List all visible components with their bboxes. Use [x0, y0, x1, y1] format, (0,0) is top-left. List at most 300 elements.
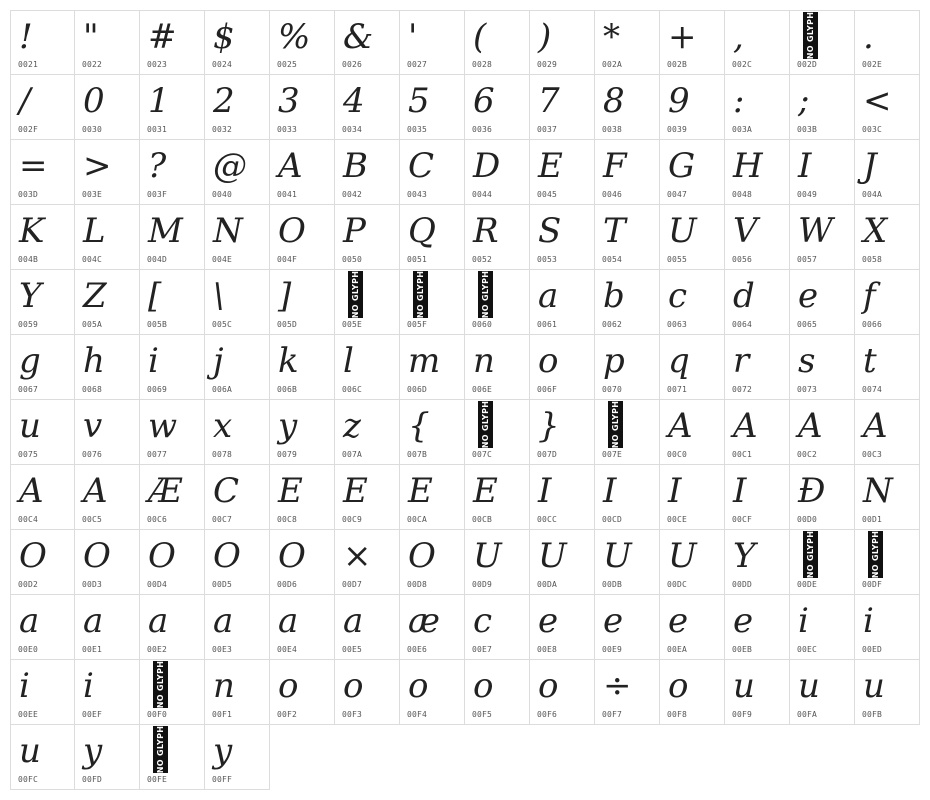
glyph-codepoint: 00D3: [82, 580, 103, 589]
glyph-codepoint: 005C: [212, 320, 233, 329]
glyph-cell: [465, 530, 530, 595]
glyph-sample: F: [603, 146, 627, 186]
glyph-cell: [335, 270, 400, 335]
glyph-codepoint: 0027: [407, 60, 428, 69]
glyph-sample: j: [213, 341, 224, 381]
glyph-sample: Q: [408, 211, 436, 251]
glyph-sample: L: [83, 211, 106, 251]
glyph-codepoint: 00D8: [407, 580, 428, 589]
glyph-sample: ": [83, 17, 99, 57]
glyph-cell: [140, 595, 205, 660]
glyph-codepoint: 0078: [212, 450, 233, 459]
glyph-sample: W: [798, 211, 833, 251]
glyph-cell: [140, 335, 205, 400]
glyph-codepoint: 0037: [537, 125, 558, 134]
glyph-cell: [335, 10, 400, 75]
glyph-cell: [660, 660, 725, 725]
glyph-cell: [140, 205, 205, 270]
glyph-codepoint: 004B: [18, 255, 39, 264]
glyph-codepoint: 004F: [277, 255, 298, 264]
no-glyph-label: NO GLYPH: [481, 401, 491, 448]
glyph-sample: I: [798, 146, 812, 186]
glyph-sample: 3: [278, 81, 300, 121]
glyph-cell: [75, 75, 140, 140]
glyph-cell: [660, 140, 725, 205]
glyph-sample: q: [668, 341, 690, 381]
glyph-cell: [400, 140, 465, 205]
glyph-cell: [335, 465, 400, 530]
glyph-cell: [10, 725, 75, 790]
glyph-sample: N: [213, 211, 243, 251]
glyph-cell: [10, 465, 75, 530]
glyph-sample: O: [83, 536, 111, 576]
glyph-cell: [595, 595, 660, 660]
no-glyph-label: NO GLYPH: [351, 271, 361, 318]
glyph-cell: [335, 400, 400, 465]
glyph-cell: [400, 530, 465, 595]
glyph-sample: ]: [278, 276, 292, 316]
glyph-cell: [465, 335, 530, 400]
glyph-codepoint: 005E: [342, 320, 363, 329]
glyph-cell: [855, 400, 920, 465]
glyph-codepoint: 0042: [342, 190, 363, 199]
glyph-codepoint: 0045: [537, 190, 558, 199]
glyph-sample: e: [798, 276, 819, 316]
glyph-sample: i: [798, 601, 809, 641]
glyph-codepoint: 0035: [407, 125, 428, 134]
glyph-sample: ;: [798, 81, 810, 121]
glyph-cell: [335, 140, 400, 205]
glyph-codepoint: 0034: [342, 125, 363, 134]
glyph-sample: t: [863, 341, 877, 381]
glyph-cell: [660, 205, 725, 270]
glyph-cell: [205, 140, 270, 205]
glyph-codepoint: 0028: [472, 60, 493, 69]
glyph-sample: o: [538, 341, 559, 381]
glyph-sample: A: [733, 406, 758, 446]
glyph-codepoint: 0052: [472, 255, 493, 264]
glyph-codepoint: 004E: [212, 255, 233, 264]
glyph-cell: [855, 335, 920, 400]
glyph-sample: o: [538, 666, 559, 706]
glyph-cell: [595, 530, 660, 595]
glyph-codepoint: 0071: [667, 385, 688, 394]
glyph-codepoint: 00F9: [732, 710, 753, 719]
glyph-cell: [465, 465, 530, 530]
glyph-sample: o: [343, 666, 364, 706]
glyph-cell: [530, 205, 595, 270]
glyph-cell: [270, 660, 335, 725]
glyph-sample: v: [83, 406, 103, 446]
glyph-cell: [10, 400, 75, 465]
glyph-sample: x: [213, 406, 233, 446]
glyph-cell: [75, 530, 140, 595]
glyph-cell: [140, 530, 205, 595]
glyph-codepoint: 00F3: [342, 710, 363, 719]
glyph-sample: a: [83, 601, 104, 641]
glyph-sample: U: [473, 536, 502, 576]
glyph-sample: K: [19, 211, 45, 251]
glyph-codepoint: 006E: [472, 385, 493, 394]
glyph-codepoint: 00D7: [342, 580, 363, 589]
glyph-cell: [855, 205, 920, 270]
glyph-cell: [595, 335, 660, 400]
glyph-cell: [530, 595, 595, 660]
glyph-codepoint: 003A: [732, 125, 753, 134]
no-glyph-badge: [803, 12, 818, 59]
no-glyph-label: NO GLYPH: [611, 401, 621, 448]
no-glyph-badge: [478, 401, 493, 448]
glyph-codepoint: 0043: [407, 190, 428, 199]
glyph-cell: [270, 530, 335, 595]
glyph-sample: c: [473, 601, 493, 641]
glyph-sample: U: [603, 536, 632, 576]
glyph-sample: r: [733, 341, 750, 381]
glyph-codepoint: 00EB: [732, 645, 753, 654]
glyph-cell: [790, 660, 855, 725]
glyph-sample: e: [668, 601, 689, 641]
glyph-cell: [790, 140, 855, 205]
no-glyph-badge: [348, 271, 363, 318]
glyph-cell: [205, 335, 270, 400]
no-glyph-label: NO GLYPH: [156, 661, 166, 708]
glyph-sample: O: [408, 536, 436, 576]
glyph-cell: [790, 10, 855, 75]
glyph-sample: P: [343, 211, 366, 251]
glyph-codepoint: 00EE: [18, 710, 39, 719]
glyph-sample: a: [538, 276, 559, 316]
glyph-cell: [400, 660, 465, 725]
glyph-sample: U: [668, 211, 697, 251]
glyph-sample: S: [538, 211, 562, 251]
glyph-codepoint: 00CE: [667, 515, 688, 524]
glyph-codepoint: 00F6: [537, 710, 558, 719]
glyph-sample: o: [278, 666, 299, 706]
glyph-cell: [335, 335, 400, 400]
glyph-cell: [725, 75, 790, 140]
glyph-cell: [725, 10, 790, 75]
glyph-codepoint: 00DD: [732, 580, 753, 589]
glyph-cell: [790, 465, 855, 530]
glyph-codepoint: 00D9: [472, 580, 493, 589]
glyph-sample: i: [863, 601, 874, 641]
glyph-codepoint: 0063: [667, 320, 688, 329]
glyph-sample: I: [733, 471, 747, 511]
glyph-sample: }: [538, 406, 560, 446]
glyph-sample: A: [19, 471, 44, 511]
glyph-sample: U: [668, 536, 697, 576]
glyph-cell: [790, 205, 855, 270]
glyph-codepoint: 0076: [82, 450, 103, 459]
glyph-codepoint: 003E: [82, 190, 103, 199]
glyph-codepoint: 00E1: [82, 645, 103, 654]
glyph-codepoint: 0079: [277, 450, 298, 459]
glyph-sample: @: [213, 146, 247, 186]
glyph-codepoint: 003F: [147, 190, 168, 199]
glyph-sample: E: [538, 146, 563, 186]
glyph-cell: [335, 75, 400, 140]
glyph-codepoint: 00CC: [537, 515, 558, 524]
glyph-cell: [530, 140, 595, 205]
glyph-sample: i: [148, 341, 159, 381]
glyph-codepoint: 00EF: [82, 710, 103, 719]
glyph-sample: O: [278, 211, 306, 251]
glyph-sample: 6: [473, 81, 495, 121]
no-glyph-label: NO GLYPH: [806, 531, 816, 578]
glyph-codepoint: 00E2: [147, 645, 168, 654]
no-glyph-badge: [868, 531, 883, 578]
glyph-sample: w: [148, 406, 178, 446]
glyph-codepoint: 00FF: [212, 775, 233, 784]
glyph-sample: u: [19, 406, 41, 446]
glyph-sample: e: [603, 601, 624, 641]
glyph-codepoint: 003C: [862, 125, 883, 134]
glyph-codepoint: 0074: [862, 385, 883, 394]
glyph-cell: [75, 725, 140, 790]
glyph-sample: z: [343, 406, 361, 446]
glyph-cell: [660, 400, 725, 465]
glyph-codepoint: 00C1: [732, 450, 753, 459]
glyph-codepoint: 004C: [82, 255, 103, 264]
no-glyph-badge: [153, 661, 168, 708]
glyph-codepoint: 003D: [18, 190, 39, 199]
glyph-codepoint: 00CD: [602, 515, 623, 524]
glyph-sample: m: [408, 341, 441, 381]
glyph-cell: [140, 660, 205, 725]
glyph-codepoint: 00FE: [147, 775, 168, 784]
glyph-sample: a: [343, 601, 364, 641]
glyph-codepoint: 00F4: [407, 710, 428, 719]
glyph-cell: [400, 75, 465, 140]
glyph-sample: [: [148, 276, 162, 316]
glyph-sample: A: [798, 406, 823, 446]
glyph-sample: 5: [408, 81, 430, 121]
glyph-sample: o: [668, 666, 689, 706]
glyph-cell: [660, 75, 725, 140]
glyph-codepoint: 0048: [732, 190, 753, 199]
glyph-sample: u: [733, 666, 755, 706]
glyph-cell: [725, 270, 790, 335]
glyph-cell: [790, 75, 855, 140]
glyph-cell: [855, 75, 920, 140]
glyph-sample: ?: [148, 146, 167, 186]
glyph-cell: [270, 595, 335, 660]
glyph-cell: [335, 205, 400, 270]
glyph-sample: V: [733, 211, 758, 251]
glyph-codepoint: 004A: [862, 190, 883, 199]
glyph-cell: [660, 10, 725, 75]
glyph-codepoint: 0029: [537, 60, 558, 69]
glyph-sample: Y: [733, 536, 756, 576]
glyph-codepoint: 0064: [732, 320, 753, 329]
glyph-codepoint: 00F5: [472, 710, 493, 719]
glyph-cell: [270, 465, 335, 530]
glyph-cell: [660, 530, 725, 595]
no-glyph-badge: [153, 726, 168, 773]
glyph-cell: [400, 595, 465, 660]
glyph-cell: [790, 530, 855, 595]
glyph-codepoint: 0073: [797, 385, 818, 394]
no-glyph-label: NO GLYPH: [806, 12, 816, 59]
glyph-sample: Z: [83, 276, 107, 316]
glyph-codepoint: 0069: [147, 385, 168, 394]
glyph-codepoint: 0021: [18, 60, 39, 69]
glyph-cell: [465, 10, 530, 75]
glyph-cell: [595, 400, 660, 465]
glyph-cell: [10, 205, 75, 270]
glyph-codepoint: 0050: [342, 255, 363, 264]
glyph-sample: i: [19, 666, 30, 706]
glyph-cell: [270, 140, 335, 205]
glyph-cell: [530, 530, 595, 595]
glyph-cell: [465, 75, 530, 140]
glyph-cell: [10, 75, 75, 140]
glyph-sample: u: [19, 731, 41, 771]
no-glyph-badge: [803, 531, 818, 578]
glyph-cell: [75, 205, 140, 270]
glyph-codepoint: 0022: [82, 60, 103, 69]
glyph-sample: &: [343, 17, 374, 57]
glyph-codepoint: 00C2: [797, 450, 818, 459]
glyph-codepoint: 0060: [472, 320, 493, 329]
glyph-cell: [10, 660, 75, 725]
glyph-cell: [725, 400, 790, 465]
no-glyph-label: NO GLYPH: [871, 531, 881, 578]
glyph-sample: U: [538, 536, 567, 576]
glyph-cell: [400, 10, 465, 75]
glyph-cell: [270, 205, 335, 270]
glyph-codepoint: 00D6: [277, 580, 298, 589]
glyph-cell: [205, 75, 270, 140]
glyph-codepoint: 00F8: [667, 710, 688, 719]
glyph-cell: [205, 530, 270, 595]
glyph-codepoint: 0056: [732, 255, 753, 264]
no-glyph-badge: [478, 271, 493, 318]
glyph-cell: [725, 530, 790, 595]
glyph-cell: [75, 595, 140, 660]
glyph-cell: [75, 400, 140, 465]
glyph-codepoint: 0041: [277, 190, 298, 199]
glyph-cell: [270, 270, 335, 335]
glyph-sample: h: [83, 341, 105, 381]
glyph-codepoint: 0023: [147, 60, 168, 69]
glyph-cell: [530, 400, 595, 465]
glyph-sample: n: [473, 341, 495, 381]
glyph-codepoint: 00ED: [862, 645, 883, 654]
glyph-cell: [660, 335, 725, 400]
glyph-codepoint: 006B: [277, 385, 298, 394]
glyph-codepoint: 007C: [472, 450, 493, 459]
glyph-sample: Đ: [798, 471, 826, 511]
glyph-cell: [465, 595, 530, 660]
glyph-codepoint: 00CF: [732, 515, 753, 524]
glyph-sample: d: [733, 276, 755, 316]
glyph-codepoint: 00DA: [537, 580, 558, 589]
glyph-sample: C: [408, 146, 435, 186]
glyph-cell: [140, 140, 205, 205]
glyph-cell: [660, 465, 725, 530]
glyph-cell: [725, 465, 790, 530]
glyph-codepoint: 002B: [667, 60, 688, 69]
glyph-sample: R: [473, 211, 499, 251]
glyph-cell: [725, 660, 790, 725]
glyph-codepoint: 0067: [18, 385, 39, 394]
glyph-codepoint: 006C: [342, 385, 363, 394]
glyph-codepoint: 00D1: [862, 515, 883, 524]
glyph-codepoint: 0072: [732, 385, 753, 394]
glyph-sample: Y: [19, 276, 42, 316]
glyph-sample: >: [83, 146, 112, 186]
glyph-sample: A: [863, 406, 888, 446]
glyph-codepoint: 002E: [862, 60, 883, 69]
glyph-codepoint: 0040: [212, 190, 233, 199]
glyph-cell: [75, 335, 140, 400]
glyph-cell: [10, 530, 75, 595]
glyph-codepoint: 007E: [602, 450, 623, 459]
glyph-codepoint: 00E6: [407, 645, 428, 654]
glyph-cell: [205, 270, 270, 335]
no-glyph-badge: [608, 401, 623, 448]
glyph-codepoint: 0066: [862, 320, 883, 329]
glyph-cell: [530, 270, 595, 335]
glyph-cell: [205, 205, 270, 270]
glyph-cell: [855, 595, 920, 660]
glyph-codepoint: 0038: [602, 125, 623, 134]
glyph-sample: a: [148, 601, 169, 641]
glyph-sample: /: [19, 81, 31, 121]
glyph-sample: O: [213, 536, 241, 576]
glyph-codepoint: 00D4: [147, 580, 168, 589]
glyph-cell: [530, 660, 595, 725]
glyph-codepoint: 00F0: [147, 710, 168, 719]
glyph-cell: [270, 335, 335, 400]
glyph-codepoint: 00EA: [667, 645, 688, 654]
glyph-cell: [205, 725, 270, 790]
glyph-cell: [855, 660, 920, 725]
glyph-codepoint: 00E9: [602, 645, 623, 654]
glyph-sample: (: [473, 17, 487, 57]
glyph-cell: [205, 10, 270, 75]
glyph-cell: [205, 400, 270, 465]
glyph-sample: u: [798, 666, 820, 706]
glyph-codepoint: 0062: [602, 320, 623, 329]
glyph-sample: a: [278, 601, 299, 641]
glyph-codepoint: 00D5: [212, 580, 233, 589]
glyph-codepoint: 0044: [472, 190, 493, 199]
glyph-sample: E: [473, 471, 498, 511]
glyph-sample: 2: [213, 81, 235, 121]
glyph-codepoint: 007B: [407, 450, 428, 459]
glyph-codepoint: 00E3: [212, 645, 233, 654]
glyph-sample: +: [668, 17, 697, 57]
glyph-codepoint: 00F1: [212, 710, 233, 719]
glyph-cell: [270, 10, 335, 75]
glyph-cell: [335, 660, 400, 725]
glyph-cell: [725, 335, 790, 400]
glyph-sample: !: [19, 17, 33, 57]
glyph-cell: [75, 660, 140, 725]
glyph-sample: e: [538, 601, 559, 641]
glyph-sample: u: [863, 666, 885, 706]
glyph-cell: [790, 335, 855, 400]
glyph-sample: I: [538, 471, 552, 511]
glyph-sample: %: [278, 17, 311, 57]
glyph-grid: [10, 10, 920, 790]
glyph-cell: [855, 140, 920, 205]
glyph-sample: a: [213, 601, 234, 641]
glyph-cell: [400, 400, 465, 465]
glyph-codepoint: 00FD: [82, 775, 103, 784]
